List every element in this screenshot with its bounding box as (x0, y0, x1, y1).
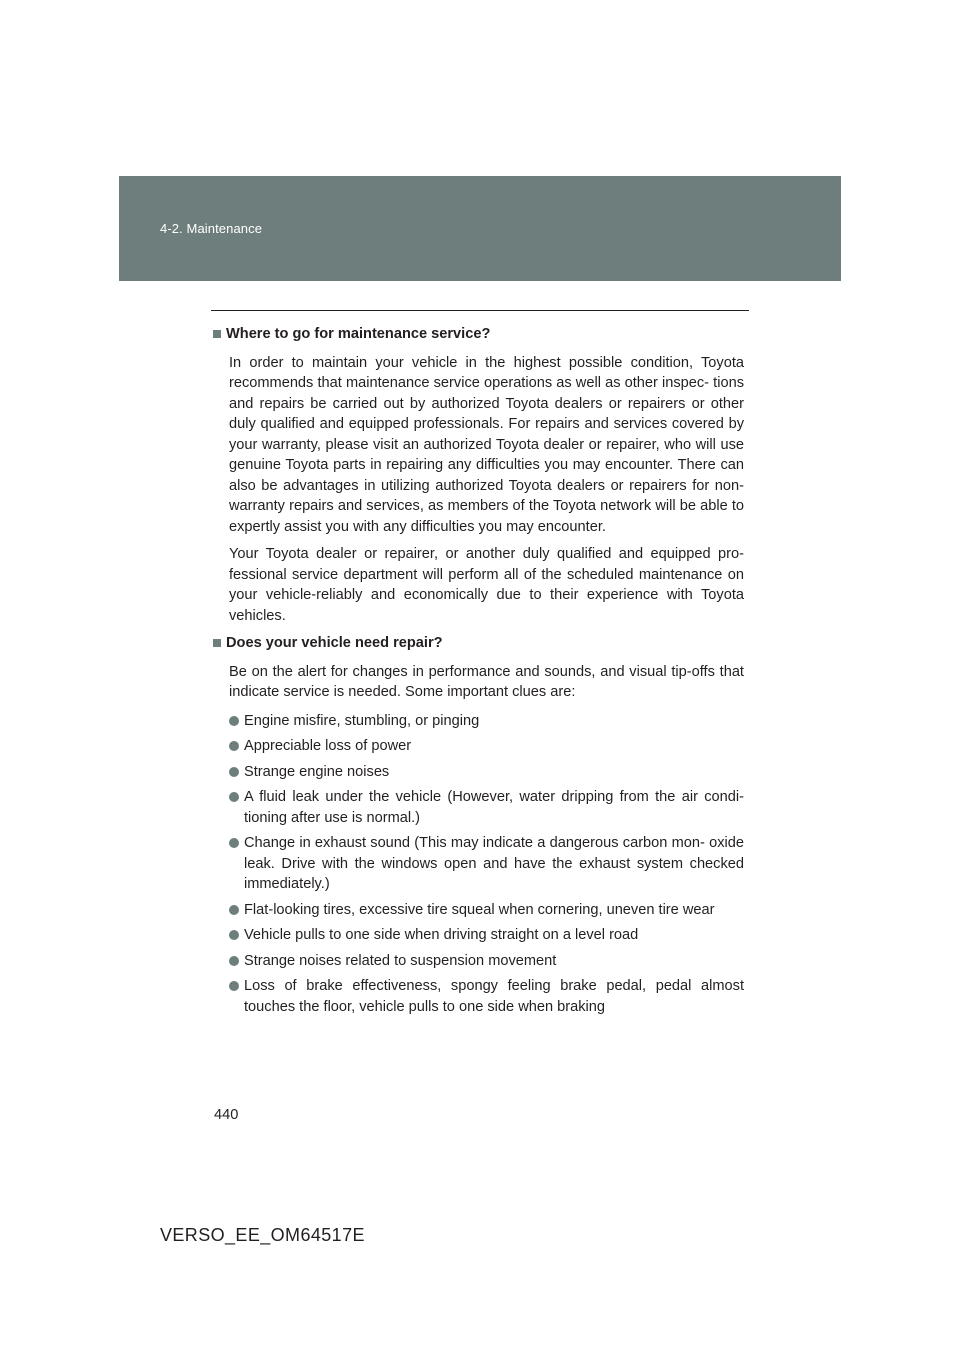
list-item-text: Loss of brake effectiveness, spongy feeling brake pedal, pedal almost touches the floor, vehicle pulls to one side when braking (244, 978, 744, 1015)
dot-bullet-icon (229, 767, 239, 777)
document-code: VERSO_EE_OM64517E (160, 1225, 365, 1245)
heading-maintenance-service (212, 324, 744, 345)
top-rule (211, 310, 749, 311)
list-item (229, 976, 744, 1017)
list-item-text: Vehicle pulls to one side when driving straight on a level road (244, 927, 639, 943)
square-bullet-icon (213, 330, 221, 338)
list-item-text: A fluid leak under the vehicle (However, water dripping from the air condi- tioning after use is normal.) (244, 789, 744, 826)
dot-bullet-icon (229, 716, 239, 726)
repair-clues-list (212, 711, 744, 1018)
list-item (229, 787, 744, 828)
heading-text: Where to go for maintenance service? (226, 326, 491, 342)
list-item-text: Change in exhaust sound (This may indicate a dangerous carbon mon- oxide leak. Drive with the windows open and have the exhaust system checked immediately.) (244, 835, 744, 892)
heading-need-repair (212, 633, 744, 654)
section-label: 4-2. Maintenance (160, 221, 263, 236)
paragraph: Your Toyota dealer or repairer, or another duly qualified and equipped pro- fessional service department will perform all of the scheduled maintenance on your vehicle-reliably and economically due to their experience with Toyota vehicles. (229, 546, 744, 624)
dot-bullet-icon (229, 930, 239, 940)
list-item-text: Flat-looking tires, excessive tire squeal when cornering, uneven tire wear (244, 901, 715, 918)
list-item (229, 951, 744, 972)
dot-bullet-icon (229, 741, 239, 751)
list-item-text: Strange noises related to suspension movement (244, 952, 557, 969)
list-item (229, 925, 744, 946)
list-item (229, 762, 744, 783)
dot-bullet-icon (229, 792, 239, 802)
list-item-text: Appreciable loss of power (244, 738, 412, 754)
list-item (229, 833, 744, 895)
dot-bullet-icon (229, 981, 239, 991)
list-item (229, 711, 744, 732)
dot-bullet-icon (229, 956, 239, 966)
dot-bullet-icon (229, 905, 239, 915)
header-band (119, 176, 841, 281)
dot-bullet-icon (229, 838, 239, 848)
heading-text: Does your vehicle need repair? (226, 635, 443, 651)
list-item-text: Strange engine noises (244, 763, 390, 780)
page-number: 440 (214, 1107, 239, 1123)
paragraph: In order to maintain your vehicle in the highest possible condition, Toyota recommends that maintenance service operations as well as other inspec- tions and repairs be carried out by authorized Toyota dealers or repairers or other duly qualified and equipped professionals. For repairs and services covered by your warranty, please visit an authorized Toyota dealer or repairer, who will use genuine Toyota parts in repairing any difficulties you may encounter. There can also be advantages in utilizing authorized Toyota dealers or repairers for non-warranty repairs and services, as members of the Toyota network will be able to expertly assist you with any difficulties you may encounter. (229, 354, 744, 535)
page-content (212, 324, 744, 1022)
square-bullet-icon (213, 639, 221, 647)
paragraph: Be on the alert for changes in performance and sounds, and visual tip-offs that indicate service is needed. Some important clues are: (229, 663, 744, 700)
list-item (229, 736, 744, 757)
list-item-text: Engine misfire, stumbling, or pinging (244, 712, 480, 729)
list-item (229, 900, 744, 921)
